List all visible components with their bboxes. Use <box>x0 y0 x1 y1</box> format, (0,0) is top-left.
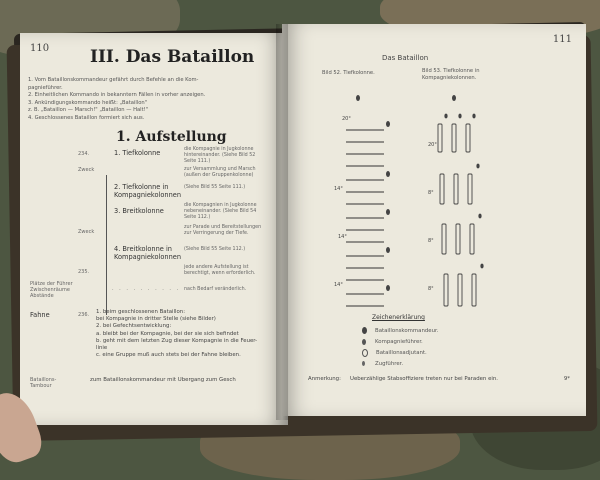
note-label: Anmerkung: <box>308 376 341 382</box>
officer-markers <box>356 95 390 291</box>
row-desc: zur Parade und Bereitstellungen zur Verringerung der Tiefe. <box>184 225 262 237</box>
intro-line: 4. Geschlossenes Bataillon formiert sich aus. <box>28 114 145 121</box>
legend-label: Bataillonskommandeur. <box>375 328 439 334</box>
row-label: 3. Breitkolonne <box>114 207 164 215</box>
legend-item <box>362 359 438 370</box>
distance-label: 14° <box>334 282 343 288</box>
bracket-line <box>106 175 111 315</box>
row-label: 2. Tiefkolonne in Kompagniekolonnen <box>114 183 182 199</box>
intro-line: 3. Ankündigungskommando heiẞt: „Bataillon" <box>28 99 148 106</box>
bataillonskommandeur-icon <box>362 327 367 334</box>
legend-label: Zugführer. <box>375 361 404 367</box>
fahne-number: 236. <box>78 312 90 318</box>
book-gutter <box>276 24 288 420</box>
fahne-line: c. eine Gruppe muß auch stets bei der Fahne bleiben. <box>96 352 241 359</box>
intro-text <box>28 77 278 123</box>
right-page-number: 111 <box>552 34 572 45</box>
row-number: Zweck <box>78 167 95 173</box>
left-page <box>20 33 288 425</box>
distance-label: 8° <box>428 190 434 196</box>
dots-note: nach Bedarf veränderlich. <box>184 287 247 292</box>
fahne-label: Fahne <box>30 311 50 319</box>
distance-label: 14° <box>334 186 343 192</box>
row-label: 4. Breitkolonne in Kompagniekolonnen <box>114 245 182 261</box>
fahne-line: 1. beim geschlossenen Bataillon: <box>96 309 186 315</box>
tambour-label: Bataillons-Tambour <box>30 377 57 389</box>
row-desc: (Siehe Bild 55 Seite 112.) <box>184 247 246 252</box>
figure-caption: Bild 53. Tiefkolonne in Kompagniekolonnen. <box>422 68 480 81</box>
intro-line: 1. Vom Bataillonskommandeur gefährt durch Befehle an die Kom- <box>28 77 199 83</box>
chapter-title: III. Das Bataillon <box>90 47 255 67</box>
fahne-line: b. geht mit dem letzten Zug dieser Kompagnie in die Feuer- <box>96 337 258 344</box>
fahne-line: 2. bei Gefechtsentwicklung: <box>96 323 172 330</box>
fahne-line: bei Kompagnie in dritter Stelle (siehe Bilder) <box>96 316 216 323</box>
legend-label: Kompagnieführer. <box>375 339 423 345</box>
legend <box>362 326 438 370</box>
fahne-line: linie <box>96 345 108 352</box>
legend-item <box>362 326 438 337</box>
company-bars <box>438 124 476 306</box>
row-number: Zweck <box>78 229 95 235</box>
section-title: 1. Aufstellung <box>116 129 227 145</box>
row-desc: die Kompagnie in Jugkolonne hintereinander. (Siehe Bild 52 Seite 111.) <box>184 147 256 165</box>
intro-line: 2. Einheitlichen Kommando in bekanntern Fällen in vorher anzeigen. <box>28 92 206 99</box>
row-desc: zur Versammlung und Marsch (außen der Gruppenkolonne) <box>184 167 256 179</box>
bataillonsadjutant-icon <box>362 349 368 357</box>
distance-label: 8° <box>428 286 434 292</box>
margin-note: Plätze der Führer Zwischenräume Abstände <box>30 281 73 299</box>
distance-label: 20° <box>342 116 351 122</box>
fahne-text <box>96 309 286 359</box>
footer-mark: 9* <box>563 376 570 382</box>
zugfuehrer-icon <box>362 361 365 366</box>
row-desc: die Kompagnien in Jugkolonne nebeneinander. (Siehe Bild 54 Seite 112.) <box>184 203 257 221</box>
officer-markers <box>444 95 483 268</box>
fahne-line: a. bleibt bei der Kompagnie, bei der sie sich befindet <box>96 330 239 337</box>
note-text: Ueberzählige Stabsoffiziere treten nur bei Paraden ein. <box>350 376 499 382</box>
distance-label: 20° <box>428 142 437 148</box>
page-header: Das Bataillon <box>382 54 429 62</box>
row-label: 1. Tiefkolonne <box>114 149 161 157</box>
row-number: 234. <box>78 151 90 157</box>
right-page <box>282 24 586 416</box>
distance-label: 14° <box>338 234 347 240</box>
intro-line: pagnieführer. <box>28 84 63 91</box>
kompagniefuehrer-icon <box>362 339 366 345</box>
dots: · · · · · · · · · · <box>112 287 181 293</box>
tambour-text: zum Bataillonskommandeur mit Übergang zum Gesch <box>90 377 236 383</box>
left-page-number: 110 <box>30 43 50 54</box>
row-desc: (Siehe Bild 55 Seite 111.) <box>184 185 246 190</box>
formation-lines <box>346 130 384 306</box>
row-number: 235. <box>78 269 90 275</box>
distance-label: 8° <box>428 238 434 244</box>
figure-caption: Bild 52. Tiefkolonne. <box>322 70 375 76</box>
legend-item <box>362 337 438 348</box>
intro-line: z. B. „Bataillon — Marsch!" „Bataillon — Halt!" <box>28 107 149 114</box>
figure-kompagniekolonnen <box>432 94 512 324</box>
figure-tiefkolonne <box>322 84 422 324</box>
legend-label: Bataillonsadjutant. <box>376 350 427 356</box>
row-desc: jede andere Aufstellung ist berechtigt, wenn erforderlich. <box>184 265 256 277</box>
legend-item <box>362 348 438 359</box>
legend-title: Zeichenerklärung <box>372 314 425 321</box>
